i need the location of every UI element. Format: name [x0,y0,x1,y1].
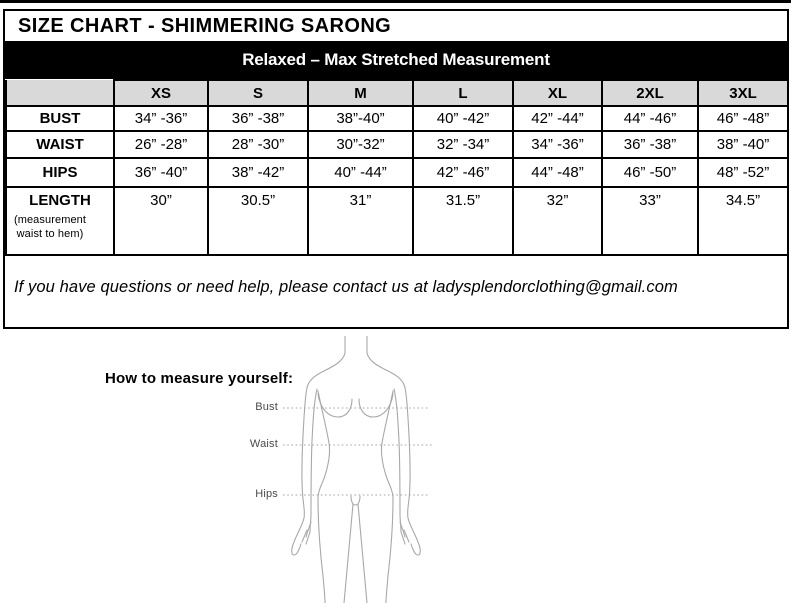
table-row-hips [6,158,788,187]
bust-s: 36” -38” [208,106,308,131]
hips-xl: 44” -48” [513,158,602,187]
size-table [5,79,789,256]
size-header-3xl: 3XL [698,80,788,106]
waist-xs: 26” -28” [114,131,208,158]
bust-2xl: 44” -46” [602,106,698,131]
row-label-bust: BUST [6,106,114,131]
size-chart-title: SIZE CHART - SHIMMERING SARONG [18,14,392,37]
length-xl: 32” [513,187,602,255]
bust-3xl: 46” -48” [698,106,788,131]
bust-xl: 42” -44” [513,106,602,131]
hips-xs: 36” -40” [114,158,208,187]
measurement-type-banner: Relaxed – Max Stretched Measurement [5,41,787,79]
size-header-s: S [208,80,308,106]
contact-note: If you have questions or need help, please contact us at ladysplendorclothing@gmail.com [14,278,678,296]
size-chart-box [3,9,789,329]
row-label-length [6,187,114,255]
hips-2xl: 46” -50” [602,158,698,187]
size-header-xs: XS [114,80,208,106]
hips-3xl: 48” -52” [698,158,788,187]
body-measurement-diagram [280,336,440,603]
figure-waist-label: Waist [249,438,278,450]
top-divider-line [0,0,791,3]
waist-m: 30”-32” [308,131,413,158]
row-label-waist: WAIST [6,131,114,158]
length-xs: 30” [114,187,208,255]
hips-s: 38” -42” [208,158,308,187]
length-sublabel: (measurement waist to hem) [13,214,87,240]
bust-l: 40” -42” [413,106,513,131]
measure-heading: How to measure yourself: [105,370,294,387]
figure-bust-label: Bust [255,401,278,413]
bust-xs: 34” -36” [114,106,208,131]
table-row-length [6,187,788,255]
row-label-hips: HIPS [6,158,114,187]
size-header-xl: XL [513,80,602,106]
length-3xl: 34.5” [698,187,788,255]
size-header-empty-cell [6,80,114,106]
hips-l: 42” -46” [413,158,513,187]
size-header-row [6,80,788,106]
length-label: LENGTH [29,192,91,209]
waist-xl: 34” -36” [513,131,602,158]
waist-l: 32” -34” [413,131,513,158]
table-row-waist [6,131,788,158]
waist-2xl: 36” -38” [602,131,698,158]
figure-hips-label: Hips [255,488,278,500]
length-2xl: 33” [602,187,698,255]
hips-m: 40” -44” [308,158,413,187]
size-header-l: L [413,80,513,106]
bust-m: 38”-40” [308,106,413,131]
female-silhouette-icon [280,336,440,603]
size-header-2xl: 2XL [602,80,698,106]
size-header-m: M [308,80,413,106]
length-l: 31.5” [413,187,513,255]
length-m: 31” [308,187,413,255]
length-s: 30.5” [208,187,308,255]
table-row-bust [6,106,788,131]
waist-3xl: 38” -40” [698,131,788,158]
waist-s: 28” -30” [208,131,308,158]
